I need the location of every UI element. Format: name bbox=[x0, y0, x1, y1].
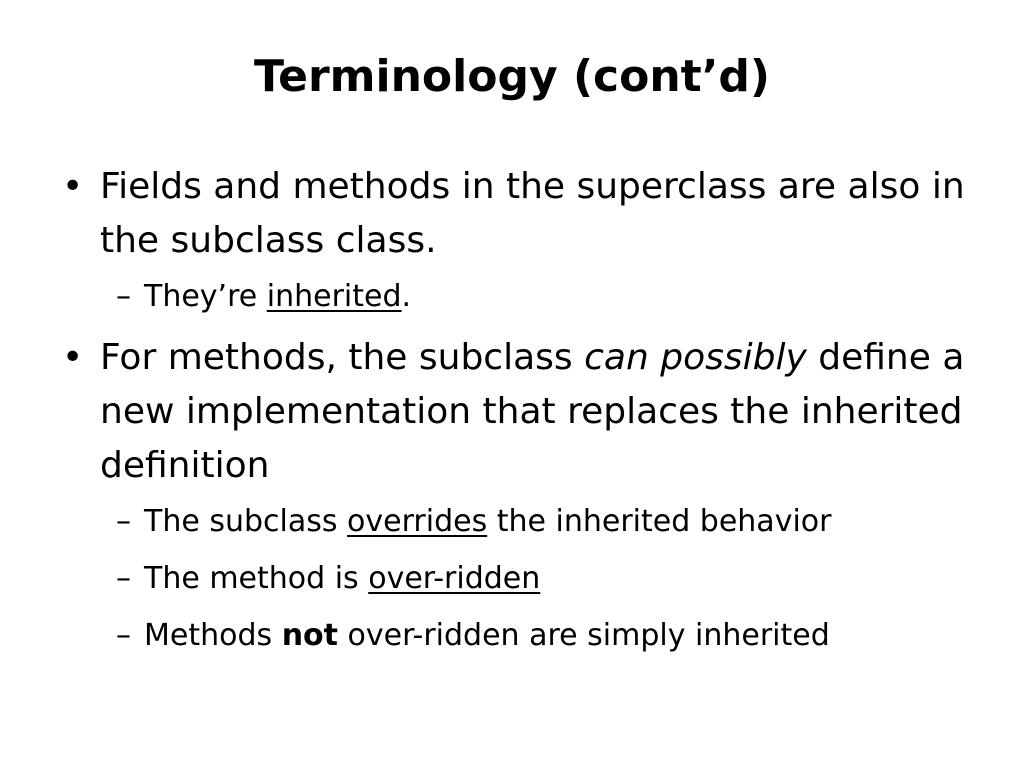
dash-icon: – bbox=[116, 279, 131, 314]
bullet-text-pre: For methods, the subclass bbox=[100, 337, 585, 378]
dash-icon: – bbox=[116, 504, 131, 539]
bullet-item bbox=[58, 160, 988, 268]
slide-body bbox=[58, 160, 988, 670]
sub-bullet-text-post: the inherited behavior bbox=[487, 504, 832, 539]
sub-bullet-item bbox=[58, 499, 988, 544]
emphasis-can-possibly: can possibly bbox=[584, 337, 807, 378]
sub-bullet-item bbox=[58, 613, 988, 658]
sub-bullet-text-post: . bbox=[401, 279, 412, 314]
sub-bullet-item bbox=[58, 556, 988, 601]
dash-icon: – bbox=[116, 618, 131, 653]
sub-bullet-text-pre: The subclass bbox=[144, 504, 348, 539]
bullet-item bbox=[58, 331, 988, 493]
dash-icon: – bbox=[116, 561, 131, 596]
term-overrides: overrides bbox=[347, 504, 488, 539]
term-inherited: inherited bbox=[266, 279, 402, 314]
bullet-text-post: define a new implementation that replaces the inherited definition bbox=[100, 337, 965, 486]
bullet-icon: • bbox=[62, 166, 84, 207]
bullet-icon: • bbox=[62, 337, 84, 378]
emphasis-not: not bbox=[281, 618, 338, 653]
term-over-ridden: over-ridden bbox=[368, 561, 541, 596]
sub-bullet-item bbox=[58, 274, 988, 319]
sub-bullet-text-post: over-ridden are simply inherited bbox=[338, 618, 830, 653]
slide-title: Terminology (cont’d) bbox=[253, 51, 771, 102]
sub-bullet-text-pre: They’re bbox=[144, 279, 267, 314]
sub-bullet-text-pre: The method is bbox=[144, 561, 369, 596]
sub-bullet-text-pre: Methods bbox=[144, 618, 282, 653]
bullet-text: Fields and methods in the superclass are also in the subclass class. bbox=[100, 166, 965, 261]
